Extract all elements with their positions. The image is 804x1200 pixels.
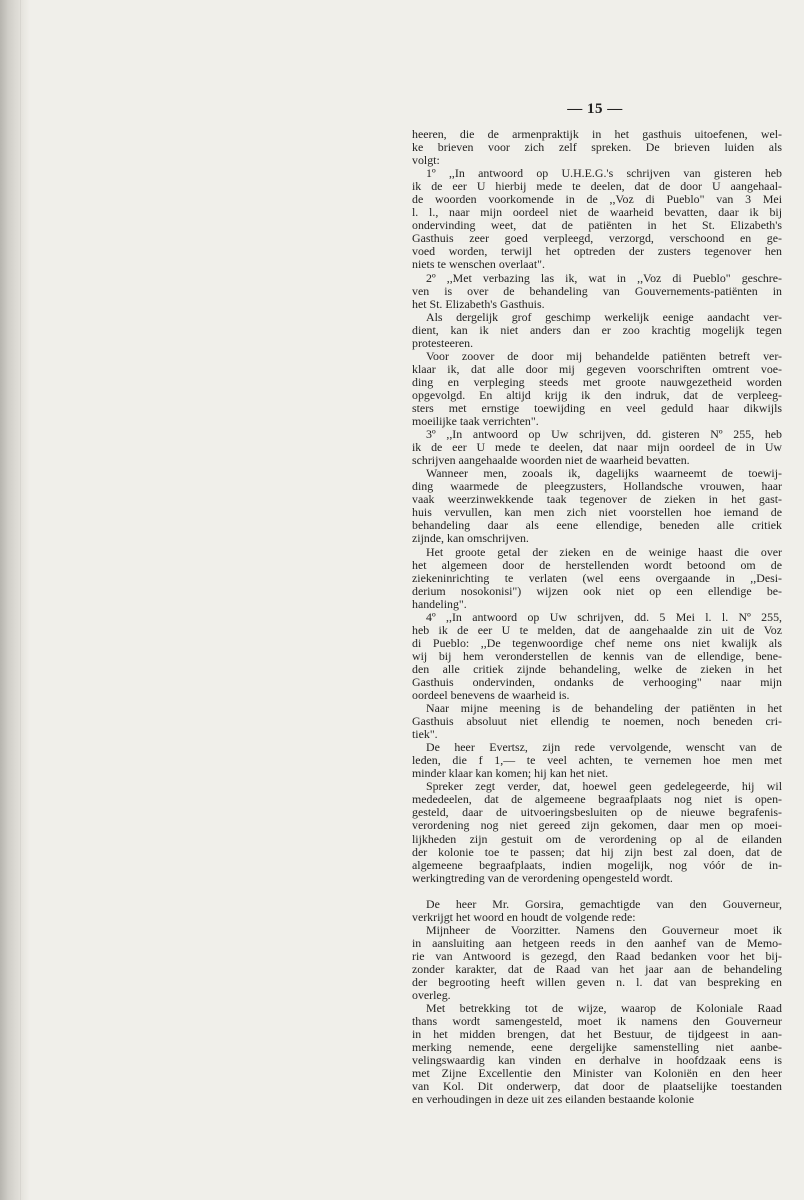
text-line: niets te wenschen overlaat". <box>412 258 545 272</box>
text-line: verkrijgt het woord en houdt de volgende rede: <box>412 910 636 924</box>
text-line: voed worden, terwijl het optreden der zusters tegenover hen <box>412 245 782 259</box>
text-line: ondervinding weet, dat de patiënten in het St. Elizabeth's <box>412 219 782 233</box>
page-number: — 15 — <box>567 101 623 117</box>
paragraph-p10 <box>412 702 782 741</box>
text-line: Naar mijne meening is de behandeling der patiënten in het <box>426 702 782 716</box>
binding-shadow <box>0 0 30 1200</box>
text-line: overleg. <box>412 989 451 1003</box>
paragraph-p6 <box>412 428 782 467</box>
text-line: mededeelen, dat de algemeene begraafplaats nog niet is open- <box>412 793 782 807</box>
paragraph-gap <box>412 885 782 898</box>
text-line: di Pueblo: ,,De tegenwoordige chef neme ons niet kwalijk als <box>412 636 782 650</box>
text-line: Gasthuis ondervinden, ondanks de verhooging" naar mijn <box>412 675 782 689</box>
text-line: derium nosokonisi") wijzen ook niet op een ellendige be- <box>412 584 782 598</box>
text-line: moeilijke taak verrichten". <box>412 415 539 429</box>
text-line: Het groote getal der zieken en de weinige haast die over <box>426 545 782 559</box>
text-line: 1º ,,In antwoord op U.H.E.G.'s schrijven van gisteren heb <box>426 167 782 181</box>
text-line: lijkheden zijn gestuit om de verordening op al de eilanden <box>412 832 782 846</box>
paragraph-p8 <box>412 546 782 611</box>
text-line: schrijven aangehaalde woorden niet de waarheid bevatten. <box>412 454 690 468</box>
text-line: in aansluiting aan hetgeen reeds in den aanhef van de Memo- <box>412 936 782 950</box>
text-line: Gasthuis zeer goed verpleegd, verzorgd, verschoond en ge- <box>412 232 782 246</box>
text-line: en verhoudingen in deze uit zes eilanden bestaande kolonie <box>412 1093 694 1107</box>
paragraph-p1 <box>412 128 782 167</box>
text-line: Voor zoover de door mij behandelde patiënten betreft ver- <box>426 349 782 363</box>
text-line: ding en verpleging steeds met groote nauwgezetheid worden <box>412 375 782 389</box>
text-line: Met betrekking tot de wijze, waarop de Koloniale Raad <box>426 1002 782 1016</box>
text-line: werkingtreding van de verordening opengesteld wordt. <box>412 871 673 885</box>
paragraph-p4 <box>412 311 782 350</box>
text-line: tiek". <box>412 728 438 742</box>
text-line: ke brieven voor zich zelf spreken. De brieven luiden als <box>412 141 782 155</box>
text-line: het algemeen door de herstellenden wordt betoond om de <box>412 558 782 572</box>
text-line: leden, die f 1,— te veel achten, te vernemen hoe men met <box>412 754 782 768</box>
text-line: van Kol. Dit onderwerp, dat door de plaatselijke toestanden <box>412 1080 782 1094</box>
text-line: ding waarmede de pleegzusters, Hollandsche vrouwen, haar <box>412 480 782 494</box>
text-line: oordeel benevens de waarheid is. <box>412 689 570 703</box>
text-line: minder klaar kan komen; hij kan het niet. <box>412 767 609 781</box>
text-line: zonder karakter, dat de Raad van het jaar aan de behandeling <box>412 962 782 976</box>
text-line: Als dergelijk grof geschimp werkelijk eenige aandacht ver- <box>426 310 782 324</box>
paragraph-p5 <box>412 350 782 428</box>
text-line: heb ik de eer U te melden, dat de aangehaalde zin uit de Voz <box>412 623 782 637</box>
text-line: algemeene begraafplaats, indien mogelijk, nog vóór de in- <box>412 858 782 872</box>
text-line: met Zijne Excellentie den Minister van Koloniën en den heer <box>412 1067 782 1081</box>
text-line: der kolonie toe te passen; dat hij zijn best zal doen, dat de <box>412 845 782 859</box>
text-line: klaar ik, dat alle door mij gegeven voorschriften omtrent voe- <box>412 362 782 376</box>
text-line: opgevolgd. En altijd krijg ik den indruk, dat de verpleeg- <box>412 388 782 402</box>
paragraph-p11 <box>412 741 782 780</box>
text-line: in het midden brengen, dat het Bestuur, de tijdgeest in aan- <box>412 1028 782 1042</box>
text-line: gesteld, daar de uitvoeringsbesluiten op de nieuwe begrafenis- <box>412 806 782 820</box>
text-line: zijnde, kan omschrijven. <box>412 532 529 546</box>
text-line: handeling". <box>412 597 467 611</box>
text-line: het St. Elizabeth's Gasthuis. <box>412 297 545 311</box>
text-line: merking nemende, eene dergelijke samenstelling niet aanbe- <box>412 1041 782 1055</box>
text-column <box>412 128 782 1106</box>
text-line: huis vervullen, kan men zich niet voorstellen hoe iemand de <box>412 506 782 520</box>
paragraph-p15 <box>412 1002 782 1106</box>
page-edge-line <box>20 0 21 1200</box>
text-line: protesteeren. <box>412 336 474 350</box>
paragraph-p2 <box>412 167 782 271</box>
paragraph-p12 <box>412 780 782 884</box>
text-line: Wanneer men, zooals ik, dagelijks waarneemt de toewij- <box>426 467 782 481</box>
paragraph-p13 <box>412 898 782 924</box>
text-line: ziekeninrichting te verlaten (wel eens overgaande in ,,Desi- <box>412 571 782 585</box>
text-line: 4º ,,In antwoord op Uw schrijven, dd. 5 Mei l. l. Nº 255, <box>426 610 782 624</box>
text-line: den alle critiek zijnde behandeling, welke de zieken in het <box>412 662 782 676</box>
text-line: ik de eer U hierbij mede te deelen, dat de door U aangehaal- <box>412 180 782 194</box>
text-line: behandeling daar als eene ellendige, beneden alle critiek <box>412 519 782 533</box>
text-line: volgt: <box>412 154 440 168</box>
text-line: velingswaardig kan vinden en derhalve in hoofdzaak eens is <box>412 1054 782 1068</box>
text-line: de woorden voorkomende in de ,,Voz di Pueblo" van 3 Mei <box>412 193 782 207</box>
text-line: ik de eer U mede te deelen, dat naar mijn oordeel de in Uw <box>412 441 782 455</box>
text-line: der begrooting heeft willen geven n. l. dat van bespreking en <box>412 976 782 989</box>
text-line: rie van Antwoord is gezegd, den Raad bedanken voor het bij- <box>412 949 782 963</box>
text-line: heeren, die de armenpraktijk in het gasthuis uitoefenen, wel- <box>412 128 782 141</box>
text-line: ven is over de behandeling van Gouvernements-patiënten in <box>412 284 782 298</box>
text-line: 3º ,,In antwoord op Uw schrijven, dd. gisteren Nº 255, heb <box>426 428 782 442</box>
text-line: Spreker zegt verder, dat, hoewel geen gedelegeerde, hij wil <box>426 780 782 794</box>
text-line: Mijnheer de Voorzitter. Namens den Gouverneur moet ik <box>426 923 782 937</box>
paragraph-p7 <box>412 467 782 545</box>
paragraph-p3 <box>412 272 782 311</box>
paragraph-p14 <box>412 924 782 1002</box>
text-line: De heer Evertsz, zijn rede vervolgende, wenscht van de <box>426 741 782 755</box>
text-line: dient, kan ik niet anders dan er zoo krachtig mogelijk tegen <box>412 323 782 337</box>
text-line: sters met ernstige toewijding en veel geduld haar dikwijls <box>412 401 782 415</box>
text-line: verordening nog niet gereed zijn gekomen, daar men op moei- <box>412 819 782 833</box>
text-line: vaak weerzinwekkende taak tegenover de zieken in het gast- <box>412 493 782 507</box>
text-line: l. l., naar mijn oordeel niet de waarheid bevatten, daar ik bij <box>412 206 782 220</box>
text-line: 2º ,,Met verbazing las ik, wat in ,,Voz di Pueblo" geschre- <box>426 271 782 285</box>
text-line: De heer Mr. Gorsira, gemachtigde van den Gouverneur, <box>426 897 782 911</box>
text-line: thans wordt samengesteld, moet ik namens den Gouverneur <box>412 1015 782 1029</box>
text-line: wij bij hem veronderstellen de kennis van de ellendige, bene- <box>412 649 782 663</box>
paragraph-p9 <box>412 611 782 702</box>
text-line: Gasthuis absoluut niet ellendig te noemen, noch beneden cri- <box>412 715 782 729</box>
